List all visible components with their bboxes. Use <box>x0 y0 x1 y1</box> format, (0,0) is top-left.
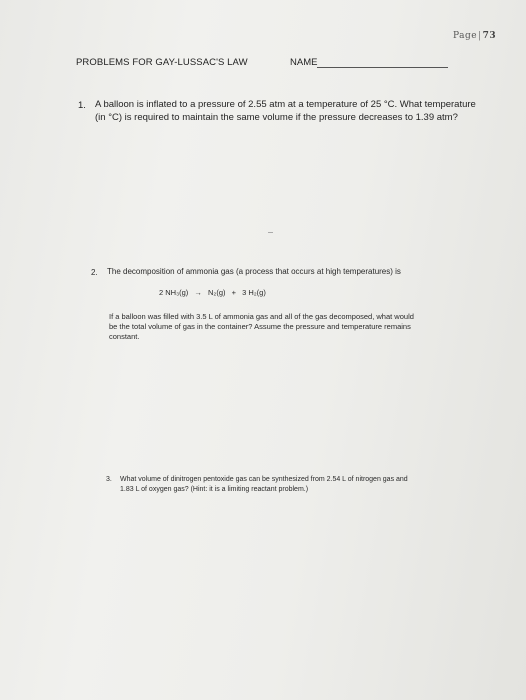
page-number-value: 73 <box>482 31 497 41</box>
question-3-number: 3. <box>106 476 112 483</box>
question-1-line-2: (in °C) is required to maintain the same volume if the pressure decreases to 1.39 atm? <box>95 112 458 123</box>
stray-mark <box>268 232 273 233</box>
question-2-body <box>109 312 509 342</box>
question-1-number: 1. <box>78 100 86 111</box>
equation-product-2: 3 H₂(g) <box>242 288 266 297</box>
name-label: NAME <box>290 57 318 68</box>
decomposition-equation <box>159 288 266 297</box>
page-label: Page <box>453 31 478 41</box>
worksheet-title: PROBLEMS FOR GAY-LUSSAC'S LAW <box>76 57 248 68</box>
question-2-line-3: constant. <box>109 332 140 341</box>
question-2-line-1: If a balloon was filled with 3.5 L of ammonia gas and all of the gas decomposed, what would <box>109 312 414 321</box>
equation-product-1: N₂(g) <box>208 288 226 297</box>
question-1-text <box>95 98 515 124</box>
equation-reactant: 2 NH₃(g) <box>159 288 189 297</box>
question-1-line-1: A balloon is inflated to a pressure of 2.55 atm at a temperature of 25 °C. What temperature <box>95 99 476 110</box>
question-3-text <box>120 475 510 495</box>
name-blank-line[interactable] <box>317 67 448 68</box>
equation-plus: + <box>231 288 236 297</box>
question-2-line-2: be the total volume of gas in the container? Assume the pressure and temperature remains <box>109 322 411 331</box>
page-number <box>453 31 496 41</box>
reaction-arrow: → <box>194 288 202 297</box>
question-3-line-2: 1.83 L of oxygen gas? (Hint: it is a limiting reactant problem.) <box>120 486 309 493</box>
question-2-number: 2. <box>91 268 98 277</box>
question-3-line-1: What volume of dinitrogen pentoxide gas can be synthesized from 2.54 L of nitrogen gas and <box>120 476 408 483</box>
question-2-intro: The decomposition of ammonia gas (a process that occurs at high temperatures) is <box>107 267 401 276</box>
page-number-divider: | <box>478 31 482 41</box>
